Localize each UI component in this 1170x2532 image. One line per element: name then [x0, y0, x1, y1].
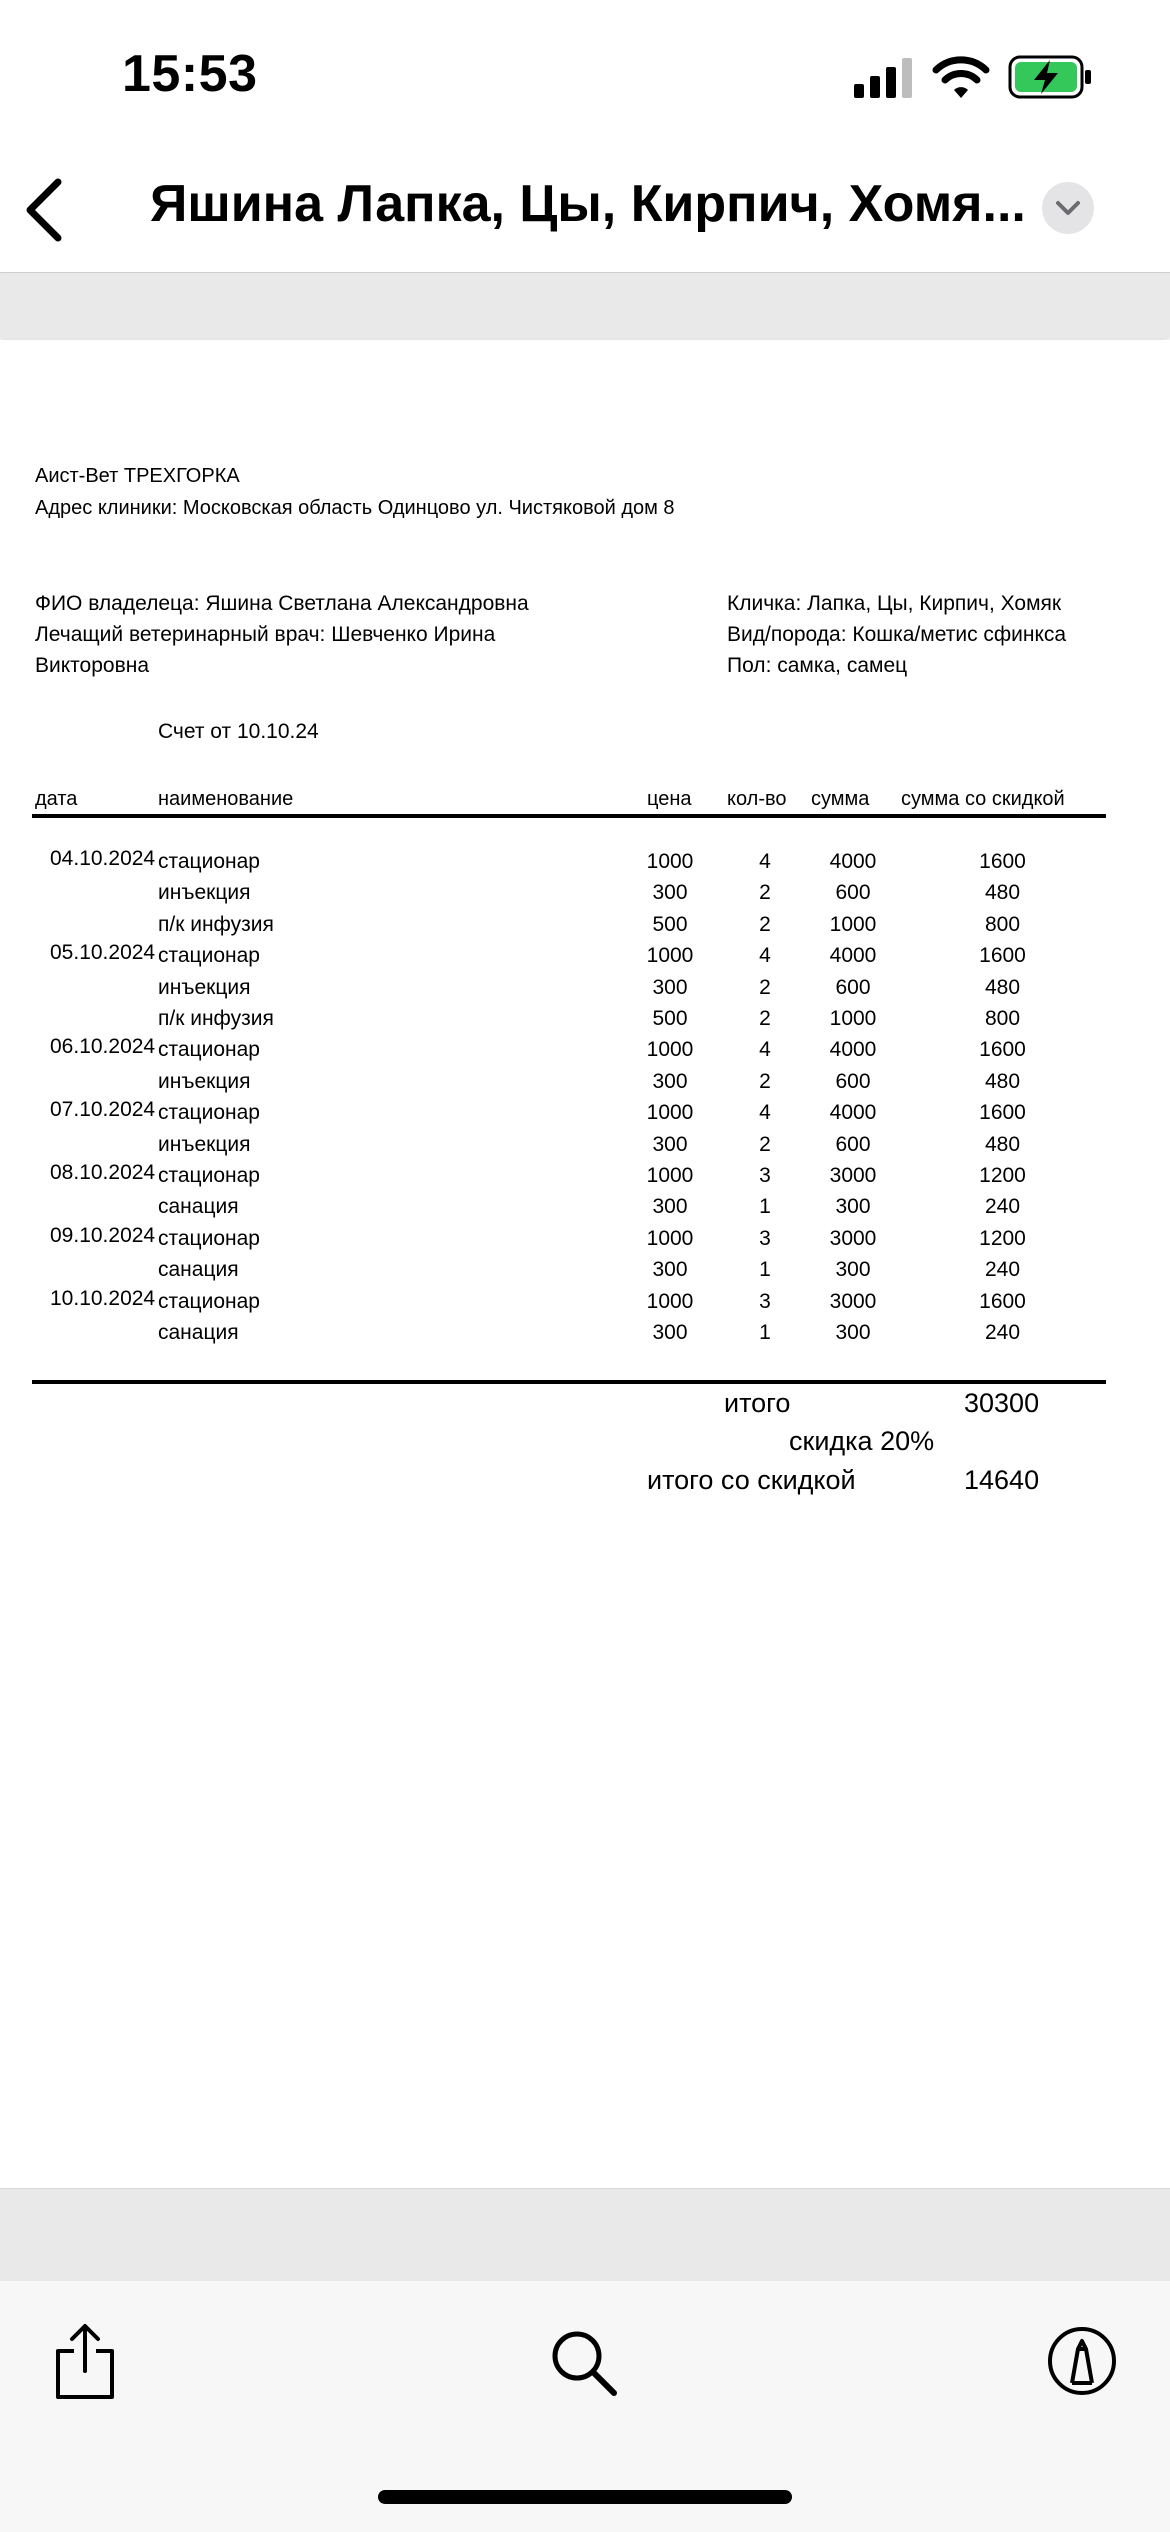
row-name: инъекция	[158, 881, 251, 905]
row-discounted-sum: 480	[984, 1069, 1021, 1093]
row-name: стационар	[158, 1289, 260, 1313]
row-discounted-sum: 480	[984, 1132, 1021, 1156]
row-sum: 4000	[829, 850, 877, 873]
row-price: 1000	[646, 1226, 694, 1250]
row-discounted-sum: 1200	[979, 1164, 1026, 1187]
row-discounted-sum: 800	[984, 912, 1021, 936]
row-sum: 4000	[829, 1038, 877, 1062]
row-discounted-sum: 1600	[979, 1289, 1026, 1313]
pet-names: Кличка: Лапка, Цы, Кирпич, Хомяк	[727, 592, 1062, 615]
row-date: 06.10.2024	[50, 1035, 156, 1059]
column-header-date: дата	[35, 788, 78, 810]
row-name: стационар	[158, 1038, 260, 1062]
column-header-name: наименование	[158, 788, 294, 810]
search-icon[interactable]	[548, 2327, 620, 2399]
total-label: итого	[724, 1388, 791, 1418]
row-discounted-sum: 1600	[979, 944, 1026, 968]
row-qty: 1	[759, 1321, 771, 1344]
navigation-bar	[0, 150, 1170, 273]
row-qty: 1	[759, 1195, 771, 1219]
row-discounted-sum: 240	[984, 1195, 1021, 1219]
row-sum: 300	[835, 1195, 871, 1219]
row-qty: 3	[759, 1164, 771, 1187]
row-sum: 1000	[829, 912, 877, 936]
clinic-address: Адрес клиники: Московская область Одинцово ул. Чистяковой дом 8	[35, 497, 675, 519]
row-date: 10.10.2024	[50, 1286, 156, 1310]
row-qty: 2	[759, 975, 771, 999]
row-date: 04.10.2024	[50, 847, 156, 870]
row-price: 300	[652, 1132, 688, 1156]
row-discounted-sum: 1600	[979, 1038, 1026, 1062]
viewer-background-top	[0, 273, 1170, 338]
row-name: инъекция	[158, 1132, 251, 1156]
battery-charging-icon	[1008, 54, 1094, 100]
row-name: санация	[158, 1195, 239, 1219]
row-sum: 600	[835, 881, 871, 905]
row-sum: 3000	[829, 1289, 877, 1313]
row-date: 07.10.2024	[50, 1098, 156, 1122]
total-value: 30300	[964, 1388, 1040, 1418]
row-sum: 300	[835, 1258, 871, 1282]
row-sum: 3000	[829, 1164, 877, 1187]
row-qty: 2	[759, 881, 771, 905]
row-price: 300	[652, 881, 688, 905]
row-name: п/к инфузия	[158, 912, 274, 936]
pet-breed: Вид/порода: Кошка/метис сфинкса	[727, 623, 1067, 646]
invoice-document[interactable]	[0, 340, 1170, 2186]
row-price: 1000	[646, 1101, 694, 1125]
row-discounted-sum: 480	[984, 881, 1021, 905]
row-name: п/к инфузия	[158, 1007, 274, 1030]
row-discounted-sum: 480	[984, 975, 1021, 999]
column-header-price: цена	[647, 788, 692, 810]
row-price: 300	[652, 975, 688, 999]
row-discounted-sum: 240	[984, 1258, 1021, 1282]
row-price: 500	[652, 912, 688, 936]
chevron-down-icon	[1054, 196, 1082, 220]
row-sum: 1000	[829, 1007, 877, 1030]
markup-pen-icon[interactable]	[1046, 2325, 1118, 2397]
row-price: 1000	[646, 944, 694, 968]
row-price: 500	[652, 1007, 688, 1030]
row-qty: 3	[759, 1289, 771, 1313]
row-price: 1000	[646, 1164, 694, 1187]
row-sum: 3000	[829, 1226, 877, 1250]
row-sum: 300	[835, 1321, 871, 1344]
chevron-left-icon[interactable]	[20, 170, 70, 250]
row-discounted-sum: 800	[984, 1007, 1021, 1030]
row-qty: 3	[759, 1226, 771, 1250]
row-sum: 4000	[829, 944, 877, 968]
invoice-title: Счет от 10.10.24	[158, 720, 319, 743]
row-name: стационар	[158, 1226, 260, 1250]
discount-label: скидка 20%	[789, 1426, 935, 1456]
row-qty: 2	[759, 1007, 771, 1030]
cellular-signal-icon	[852, 58, 914, 98]
row-name: стационар	[158, 1164, 260, 1187]
row-qty: 4	[759, 944, 771, 968]
row-name: стационар	[158, 944, 260, 968]
row-name: инъекция	[158, 1069, 251, 1093]
row-name: санация	[158, 1321, 239, 1344]
title-menu-button[interactable]	[1042, 182, 1094, 234]
row-qty: 2	[759, 912, 771, 936]
row-qty: 4	[759, 1038, 771, 1062]
row-price: 1000	[646, 1289, 694, 1313]
row-sum: 600	[835, 1069, 871, 1093]
doctor-line-1: Лечащий ветеринарный врач: Шевченко Ирина	[35, 623, 496, 646]
row-sum: 600	[835, 1132, 871, 1156]
row-sum: 600	[835, 975, 871, 999]
home-indicator	[378, 2490, 792, 2504]
row-name: стационар	[158, 1101, 260, 1125]
row-date: 08.10.2024	[50, 1161, 156, 1184]
row-price: 1000	[646, 1038, 694, 1062]
row-qty: 4	[759, 850, 771, 873]
row-price: 300	[652, 1069, 688, 1093]
share-icon[interactable]	[50, 2321, 120, 2401]
clinic-name: Аист-Вет ТРЕХГОРКА	[35, 465, 240, 487]
row-discounted-sum: 1600	[979, 1101, 1026, 1125]
viewer-background-bottom	[0, 2188, 1170, 2281]
column-header-sum: сумма	[811, 788, 870, 810]
header-divider	[32, 814, 1106, 818]
row-name: санация	[158, 1258, 239, 1282]
column-header-qty: кол-во	[727, 788, 787, 810]
row-qty: 2	[759, 1069, 771, 1093]
row-discounted-sum: 1200	[979, 1226, 1026, 1250]
row-date: 09.10.2024	[50, 1223, 156, 1247]
total-discounted-value: 14640	[964, 1465, 1040, 1495]
status-time: 15:53	[122, 45, 258, 103]
row-sum: 4000	[829, 1101, 877, 1125]
total-discounted-label: итого со скидкой	[647, 1465, 856, 1495]
totals-divider	[32, 1380, 1106, 1384]
row-name: инъекция	[158, 975, 251, 999]
row-discounted-sum: 240	[984, 1321, 1021, 1344]
row-price: 1000	[646, 850, 694, 873]
column-header-discounted: сумма со скидкой	[901, 788, 1065, 810]
row-qty: 4	[759, 1101, 771, 1125]
row-price: 300	[652, 1321, 688, 1344]
row-discounted-sum: 1600	[979, 850, 1026, 873]
row-name: стационар	[158, 850, 260, 873]
status-bar	[0, 0, 1170, 150]
owner-name: ФИО владелеца: Яшина Светлана Александровна	[35, 592, 529, 615]
row-date: 05.10.2024	[50, 941, 156, 965]
row-price: 300	[652, 1195, 688, 1219]
document-title: Яшина Лапка, Цы, Кирпич, Хомя...	[150, 175, 1026, 233]
pet-sex: Пол: самка, самец	[727, 654, 908, 677]
doctor-line-2: Викторовна	[35, 654, 150, 677]
wifi-icon	[932, 54, 990, 100]
row-qty: 2	[759, 1132, 771, 1156]
row-price: 300	[652, 1258, 688, 1282]
row-qty: 1	[759, 1258, 771, 1282]
